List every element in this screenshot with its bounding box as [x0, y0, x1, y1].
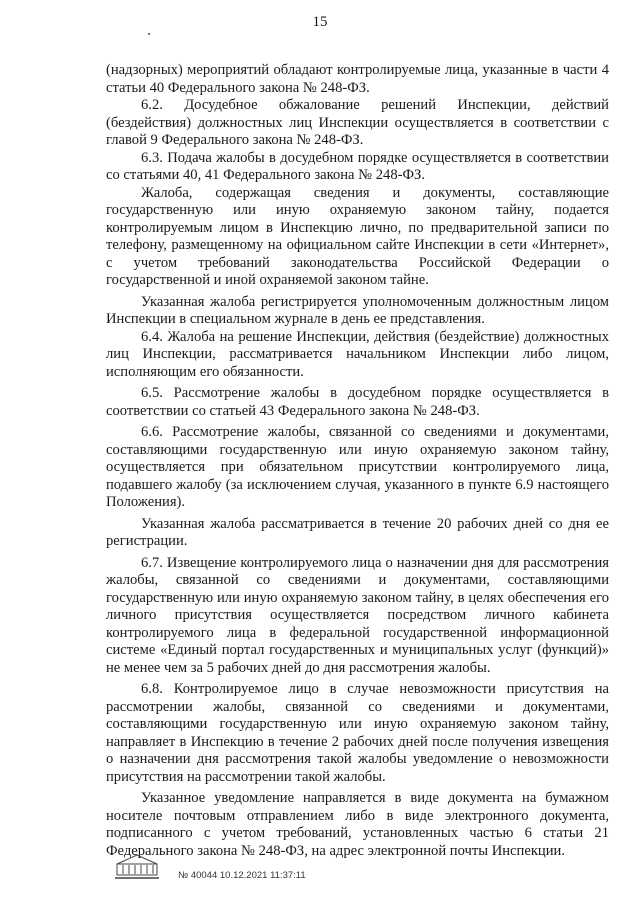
scan-speck: [148, 33, 150, 35]
paragraph-6-6: 6.6. Рассмотрение жалобы, связанной со сведениями и документами, составляющими государственную или иную охраняемую законом тайну, осуществляется при обязательном присутствии контролируемого лица, подавшего жалобу (за исключением случая, указанного в пункте 6.9 настоящего Положения).: [106, 424, 609, 510]
paragraph-6-4: 6.4. Жалоба на решение Инспекции, действия (бездействие) должностных лиц Инспекции, рассматривается начальником Инспекции либо лицом, исполняющим его обязанности.: [106, 328, 609, 380]
paragraph-6-2: 6.2. Досудебное обжалование решений Инспекции, действий (бездействия) должностных лиц Инспекции осуществляется в соответствии с главой 9 Федерального закона № 248-ФЗ.: [106, 97, 609, 148]
building-stamp-icon: [112, 852, 162, 882]
paragraph-notification: Указанное уведомление направляется в виде документа на бумажном носителе почтовым отправлением либо в виде электронного документа, подписанного с учетом требований, установленных частью 6 статьи 21 Федерального закона № 248-ФЗ, на адрес электронной почты Инспекции.: [106, 790, 609, 859]
document-body: [106, 62, 609, 860]
paragraph-review-period: Указанная жалоба рассматривается в течение 20 рабочих дней со дня ее регистрации.: [106, 515, 609, 549]
paragraph-6-7: 6.7. Извещение контролируемого лица о назначении дня для рассмотрения жалобы, связанной со сведениями и документами, составляющими государственную или иную охраняемую законом тайну, в целях обеспечения его личного присутствия осуществляется посредством личного кабинета контролируемого лица в федеральной государственной информационной системе «Единый портал государственных и муниципальных услуг (функций)» не менее чем за 5 рабочих дней до дня рассмотрения жалобы.: [106, 554, 609, 676]
paragraph-complaint-registration: Указанная жалоба регистрируется уполномоченным должностным лицом Инспекции в специальном журнале в день ее представления.: [106, 293, 609, 327]
paragraph-6-3: 6.3. Подача жалобы в досудебном порядке осуществляется в соответствии со статьями 40, 41 Федерального закона № 248-ФЗ.: [106, 149, 609, 183]
page-number: 15: [312, 14, 328, 30]
paragraph-6-5: 6.5. Рассмотрение жалобы в досудебном порядке осуществляется в соответствии со статьей 43 Федерального закона № 248-ФЗ.: [106, 385, 609, 419]
document-registration-code: № 40044 10.12.2021 11:37:11: [178, 870, 306, 881]
paragraph-6-8: 6.8. Контролируемое лицо в случае невозможности присутствия на рассмотрении жалобы, связанной со сведениями и документами, составляющими государственную или иную охраняемую законом тайну, направляет в Инспекцию в течение 2 рабочих дней после получения извещения о назначении дня рассмотрения такой жалобы уведомление о невозможности присутствия на рассмотрении такой жалобы.: [106, 681, 609, 785]
paragraph-continuation: (надзорных) мероприятий обладают контролируемые лица, указанные в части 4 статьи 40 Федерального закона № 248-ФЗ.: [106, 62, 609, 96]
paragraph-complaint-secret: Жалоба, содержащая сведения и документы, составляющие государственную или иную охраняемую законом тайну, подается контролируемым лицом в Инспекцию лично, по предварительной записи по телефону, размещенному на официальном сайте Инспекции в сети «Интернет», с учетом требований законодательства Российской Федерации о государственной и иной охраняемой законом тайне.: [106, 184, 609, 288]
